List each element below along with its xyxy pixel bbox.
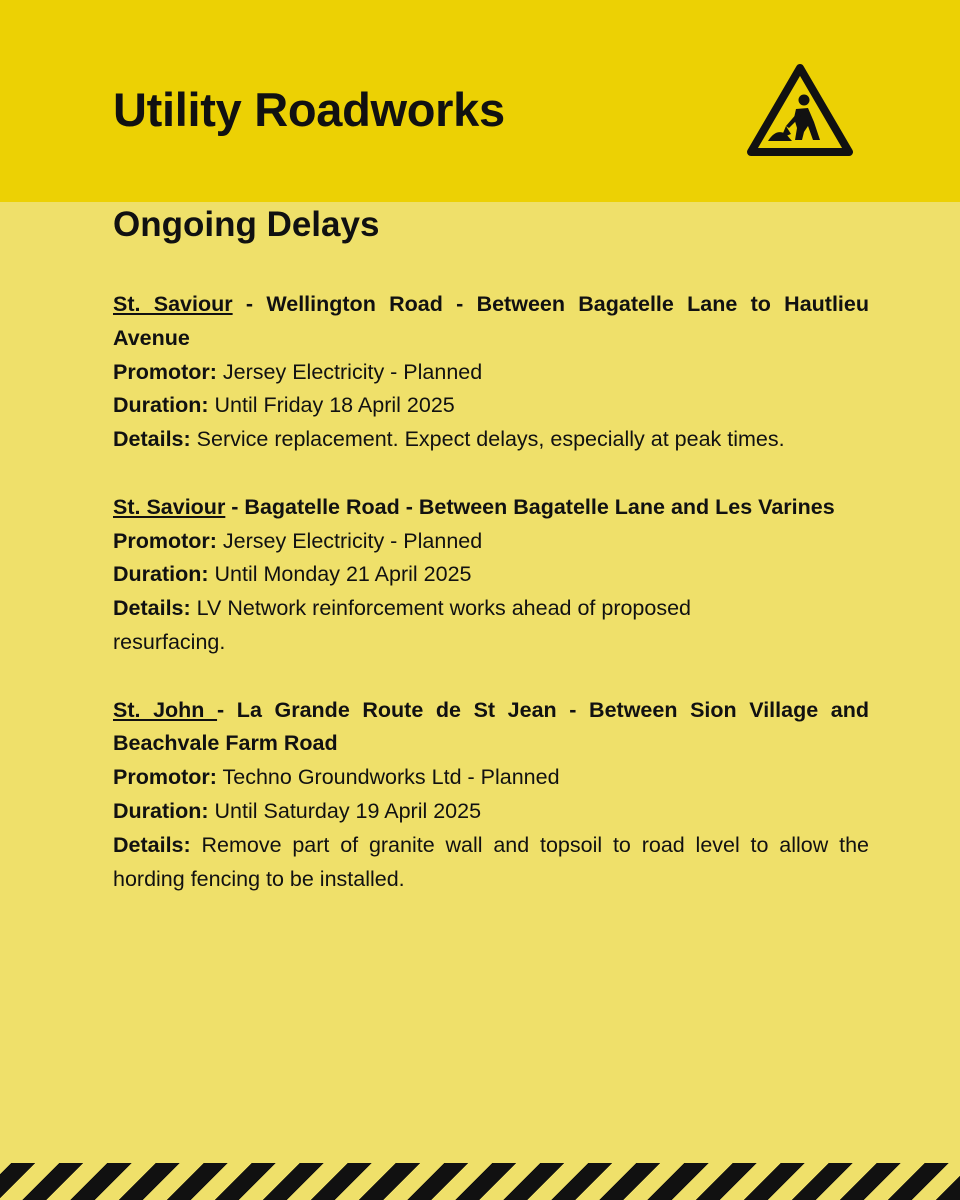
details-line [113,592,773,660]
promotor-line [113,356,869,390]
promotor-label: Promotor: [113,528,217,553]
header-banner [0,0,960,202]
parish-name: St. Saviour [113,494,226,519]
promotor-line [113,525,869,559]
promotor-label: Promotor: [113,359,217,384]
duration-value: Until Saturday 19 April 2025 [214,798,482,823]
promotor-value: Jersey Electricity - Planned [222,359,483,384]
details-label: Details: [113,427,191,452]
notice-heading [113,694,869,762]
notice-item [113,491,869,660]
duration-line [113,389,869,423]
promotor-label: Promotor: [113,765,217,790]
page-title: Utility Roadworks [113,83,505,136]
duration-value: Until Monday 21 April 2025 [214,562,472,587]
details-value: Remove part of granite wall and topsoil to road level to allow the hording fencing to be installed. [113,832,869,891]
notice-heading [113,491,869,525]
notice-location: - Wellington Road - Between Bagatelle Lane to Hautlieu Avenue [113,292,869,350]
notice-item [113,694,869,897]
section-title: Ongoing Delays [113,205,380,244]
details-label: Details: [113,832,191,857]
details-label: Details: [113,596,191,621]
parish-name: St. Saviour [113,292,233,316]
duration-label: Duration: [113,393,209,418]
notice-list [113,288,869,896]
promotor-line [113,761,869,795]
notice-heading [113,288,869,356]
promotor-value: Techno Groundworks Ltd - Planned [222,765,560,790]
notice-item [113,288,869,457]
promotor-value: Jersey Electricity - Planned [222,528,483,553]
duration-label: Duration: [113,562,209,587]
duration-line [113,558,869,592]
roadworks-warning-sign-icon [746,62,854,158]
details-line [113,423,869,457]
duration-line [113,795,869,829]
main-content [113,200,869,930]
duration-value: Until Friday 18 April 2025 [214,393,455,418]
details-value: Service replacement. Expect delays, especially at peak times. [196,427,785,452]
duration-label: Duration: [113,798,209,823]
details-value: LV Network reinforcement works ahead of proposed resurfacing. [113,596,692,654]
details-line [113,829,869,897]
notice-location: - La Grande Route de St Jean - Between Sion Village and Beachvale Farm Road [113,697,870,756]
hazard-stripes [0,1163,960,1200]
notice-location: - Bagatelle Road - Between Bagatelle Lane and Les Varines [225,494,835,519]
parish-name: St. John [113,697,218,722]
